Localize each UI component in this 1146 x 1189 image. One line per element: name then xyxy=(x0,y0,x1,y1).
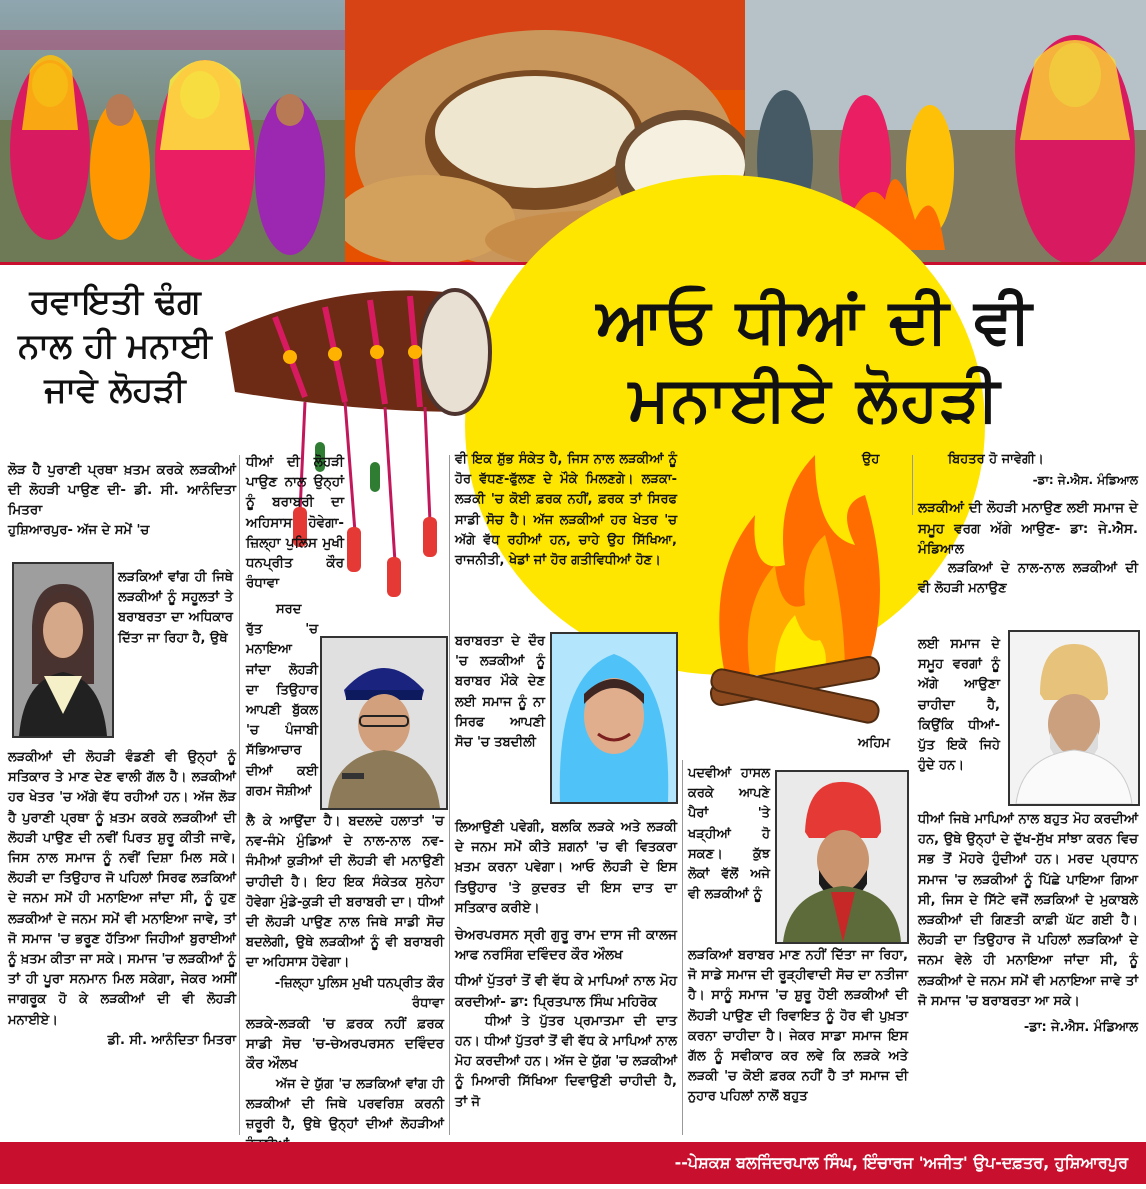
dc-photo xyxy=(12,562,114,738)
col4-top: ਉਹ xyxy=(862,452,880,467)
column-2-heading xyxy=(246,452,344,593)
col5-intro: ਲੜਕਿਆਂ ਦੇ ਨਾਲ-ਨਾਲ ਲੜਕੀਆਂ ਦੀ ਵੀ ਲੋਹੜੀ ਮਨਾਉਣ xyxy=(918,561,1138,597)
col4-mid: ਅਹਿਮ xyxy=(858,736,890,751)
col3-body: ਲਿਆਉਣੀ ਪਵੇਗੀ, ਬਲਕਿ ਲੜਕੇ ਅਤੇ ਲੜਕੀ ਦੇ ਜਨਮ ਸਮੇਂ ਕੀਤੇ ਸ਼ਗਨਾਂ 'ਚ ਵੀ ਵਿਤਕਰਾ ਖ਼ਤਮ ਕਰਨਾ ਪਵੇਗਾ। ਆਓ ਲੋਹੜੀ ਦੇ ਇਸ ਤਿਉਹਾਰ 'ਤੇ ਕੁਦਰਤ ਦੀ ਇਸ ਦਾਤ ਦਾ ਸਤਿਕਾਰ ਕਰੀਏ। xyxy=(455,820,677,916)
footer-credit: --ਪੇਸ਼ਕਸ਼ ਬਲਜਿੰਦਰਪਾਲ ਸਿੰਘ, ਇੰਚਾਰਜ 'ਅਜੀਤ' ਉਪ-ਦਫ਼ਤਰ, ਹੁਸ਼ਿਆਰਪੁਰ xyxy=(674,1153,1128,1172)
col1-dateline: ਹੁਸ਼ਿਆਰਪੁਰ- ਅੱਜ ਦੇ ਸਮੇਂ 'ਚ xyxy=(8,522,150,538)
col5-top: ਬਿਹਤਰ ਹੋ ਜਾਵੇਗੀ। xyxy=(948,452,1044,467)
side-headline xyxy=(0,280,230,412)
column-divider-2 xyxy=(449,455,450,1135)
column-5-top xyxy=(918,450,1138,599)
chairperson-photo xyxy=(550,632,678,804)
col1-wrap-text xyxy=(118,568,233,649)
col3-heading2: ਧੀਆਂ ਪੁੱਤਰਾਂ ਤੋਂ ਵੀ ਵੱਧ ਕੇ ਮਾਪਿਆਂ ਨਾਲ ਮੋਹ ਕਰਦੀਆਂ- ਡਾ: ਪ੍ਰਿਤਪਾਲ ਸਿੰਘ ਮਹਿਰੋਕ xyxy=(455,973,677,1010)
col4-wrap: ਪਦਵੀਆਂ ਹਾਸਲ ਕਰਕੇ ਆਪਣੇ ਪੈਰਾਂ 'ਤੇ ਖੜ੍ਹੀਆਂ ਹੋ ਸਕਣ। ਕੁੱਝ ਲੋਕਾਂ ਵੱਲੋਂ ਅਜੇ ਵੀ ਲੜਕੀਆਂ ਨੂੰ xyxy=(688,766,770,903)
col2-signature: -ਜ਼ਿਲ੍ਹਾ ਪੁਲਿਸ ਮੁਖੀ ਧਨਪ੍ਰੀਤ ਕੌਰ ਰੰਧਾਵਾ xyxy=(274,975,444,1011)
col2-body2: ਅੱਜ ਦੇ ਯੁੱਗ 'ਚ ਲੜਕਿਆਂ ਵਾਂਗ ਹੀ ਲੜਕੀਆਂ ਦੀ ਜਿਥੇ ਪਰਵਰਿਸ਼ ਕਰਨੀ ਜ਼ਰੂਰੀ ਹੈ, ਉਥੇ ਉਨ੍ਹਾਂ ਦੀਆਂ ਲੋਹੜੀਆਂ xyxy=(246,1076,444,1133)
col3-wrap: ਬਰਾਬਰਤਾ ਦੇ ਦੌਰ 'ਚ ਲੜਕੀਆਂ ਨੂੰ ਬਰਾਬਰ ਮੌਕੇ ਦੇਣ ਲਈ ਸਮਾਜ ਨੂੰ ਨਾ ਸਿਰਫ ਆਪਣੀ ਸੋਚ 'ਚ ਤਬਦੀਲੀ xyxy=(455,634,545,751)
column-4-mid xyxy=(858,734,918,754)
footer-credit-bar xyxy=(0,1142,1146,1184)
column-5-body-block xyxy=(918,810,1138,1038)
column-4-wrap xyxy=(688,764,770,905)
column-3-body-block xyxy=(455,818,677,1113)
col5-signature2: -ਡਾ: ਜੇ.ਐਸ. ਮੰਡਿਆਲ xyxy=(1023,1020,1138,1036)
column-1 xyxy=(8,460,236,541)
column-3-top xyxy=(455,450,677,571)
side-headline-line2: ਨਾਲ ਹੀ ਮਨਾਈ xyxy=(18,326,212,366)
col2-wrap: ਸਰਦ ਰੁੱਤ 'ਚ ਮਨਾਇਆ ਜਾਂਦਾ ਲੋਹੜੀ ਦਾ ਤਿਉਹਾਰ ਆਪਣੀ ਬੁੱਕਲ 'ਚ ਪੰਜਾਬੀ ਸੱਭਿਆਚਾਰ ਦੀਆਂ ਕਈ ਗਰਮ ਜੋਸ਼ੀਆਂ xyxy=(246,602,318,799)
column-5-wrap xyxy=(918,635,1000,776)
col5-body: ਧੀਆਂ ਜਿਥੇ ਮਾਪਿਆਂ ਨਾਲ ਬਹੁਤ ਮੋਹ ਕਰਦੀਆਂ ਹਨ, ਉਥੇ ਉਨ੍ਹਾਂ ਦੇ ਦੁੱਖ-ਸੁੱਖ ਸਾਂਝਾ ਕਰਨ ਵਿਚ ਸਭ ਤੋਂ ਮੋਹਰੇ ਹੁੰਦੀਆਂ ਹਨ। ਮਰਦ ਪ੍ਰਧਾਨ ਸਮਾਜ 'ਚ ਲੜਕੀਆਂ ਨੂੰ ਪਿੱਛੇ ਪਾਇਆ ਗਿਆ ਸੀ, ਜਿਸ ਦੇ ਸਿੱਟੇ ਵਜੋਂ ਲੜਕਿਆਂ ਦੇ ਮੁਕਾਬਲੇ ਲੜਕੀਆਂ ਦੀ ਗਿਣਤੀ ਕਾਫ਼ੀ ਘੱਟ ਗਈ ਹੈ। ਲੋਹੜੀ ਦਾ ਤਿਉਹਾਰ ਜੋ ਪਹਿਲਾਂ ਲੜਕਿਆਂ ਦੇ ਜਨਮ ਵੇਲੇ ਹੀ ਮਨਾਇਆ ਜਾਂਦਾ ਸੀ, ਨੂੰ ਲੜਕੀਆਂ ਦੇ ਜਨਮ ਸਮੇਂ ਵੀ ਮਨਾਇਆ ਜਾਵੇ ਤਾਂ ਜੋ ਸਮਾਜ 'ਚ ਬਰਾਬਰਤਾ ਆ ਸਕੇ। xyxy=(918,812,1138,1009)
side-headline-line1: ਰਵਾਇਤੀ ਢੰਗ xyxy=(29,282,201,322)
column-divider-4 xyxy=(912,455,913,515)
col3-body2: ਧੀਆਂ ਤੇ ਪੁੱਤਰ ਪ੍ਰਮਾਤਮਾ ਦੀ ਦਾਤ ਹਨ। ਧੀਆਂ ਪੁੱਤਰਾਂ ਤੋਂ ਵੀ ਵੱਧ ਕੇ ਮਾਪਿਆਂ ਨਾਲ ਮੋਹ ਕਰਦੀਆਂ ਹਨ। ਅੱਜ ਦੇ ਯੁੱਗ 'ਚ ਲੜਕੀਆਂ ਨੂੰ ਮਿਆਰੀ ਸਿੱਖਿਆ ਦਿਵਾਉਣੀ ਚਾਹੀਦੀ ਹੈ, ਤਾਂ ਜੋ xyxy=(455,1013,677,1110)
police-chief-photo xyxy=(320,636,448,810)
main-headline-line2: ਮਨਾਈਏ ਲੋਹੜੀ xyxy=(628,362,1002,435)
col5-wrap: ਲਈ ਸਮਾਜ ਦੇ ਸਮੂਹ ਵਰਗਾਂ ਨੂੰ ਅੱਗੇ ਆਉਣਾ ਚਾਹੀਦਾ ਹੈ, ਕਿਉਂਕਿ ਧੀਆਂ-ਪੁੱਤ ਇਕੋ ਜਿਹੇ ਹੁੰਦੇ ਹਨ। xyxy=(918,637,1000,774)
side-headline-line3: ਜਾਵੇ ਲੋਹੜੀ xyxy=(44,370,186,410)
col3-signature: ਚੇਅਰਪਰਸਨ ਸ੍ਰੀ ਗੁਰੂ ਰਾਮ ਦਾਸ ਜੀ ਕਾਲਜ ਆਫ ਨਰਸਿੰਗ ਦਵਿੰਦਰ ਕੌਰ ਔਲਖ xyxy=(455,927,677,964)
col5-heading: ਲੜਕੀਆਂ ਦੀ ਲੋਹੜੀ ਮਨਾਉਣ ਲਈ ਸਮਾਜ ਦੇ ਸਮੂਹ ਵਰਗ ਅੱਗੇ ਆਉਣ- ਡਾ: ਜੇ.ਐਸ. ਮੰਡਿਆਲ xyxy=(918,500,1138,557)
column-divider-3 xyxy=(682,760,683,1135)
column-2-body-block xyxy=(246,812,444,1155)
col5-signature: -ਡਾ: ਜੇ.ਐਸ. ਮੰਡਿਆਲ xyxy=(1032,473,1138,488)
col1-body: ਲੜਕੀਆਂ ਦੀ ਲੋਹੜੀ ਵੰਡਣੀ ਵੀ ਉਨ੍ਹਾਂ ਨੂੰ ਸਤਿਕਾਰ ਤੇ ਮਾਣ ਦੇਣ ਵਾਲੀ ਗੱਲ ਹੈ। ਲੜਕੀਆਂ ਹਰ ਖੇਤਰ 'ਚ ਅੱਗੇ ਵੱਧ ਰਹੀਆਂ ਹਨ। ਅੱਜ ਲੋੜ ਹੈ ਪੁਰਾਣੀ ਪ੍ਰਥਾ ਨੂੰ ਖ਼ਤਮ ਕਰਕੇ ਲੜਕੀਆਂ ਦੀ ਲੋਹੜੀ ਪਾਉਣ ਦੀ ਨਵੀਂ ਪਿਰਤ ਸ਼ੁਰੂ ਕੀਤੀ ਜਾਵੇ, ਜਿਸ ਨਾਲ ਸਮਾਜ ਨੂੰ ਨਵੀਂ ਦਿਸ਼ਾ ਮਿਲ ਸਕੇ। ਲੋਹੜੀ ਦਾ ਤਿਉਹਾਰ ਜੋ ਪਹਿਲਾਂ ਸਿਰਫ ਲੜਕਿਆਂ ਦੇ ਜਨਮ ਸਮੇਂ ਹੀ ਮਨਾਇਆ ਜਾਂਦਾ ਸੀ, ਨੂੰ ਹੁਣ ਲੜਕੀਆਂ ਦੇ ਜਨਮ ਸਮੇਂ ਵੀ ਮਨਾਇਆ ਜਾਵੇ, ਤਾਂ ਜੋ ਸਮਾਜ 'ਚ ਭਰੂਣ ਹੱਤਿਆ ਜਿਹੀਆਂ ਬੁਰਾਈਆਂ ਨੂੰ ਖ਼ਤਮ ਕੀਤਾ ਜਾ ਸਕੇ। ਸਮਾਜ 'ਚ ਲੜਕੀਆਂ ਨੂੰ ਤਾਂ ਹੀ ਪੂਰਾ ਸਨਮਾਨ ਮਿਲ ਸਕੇਗਾ, ਜੇਕਰ ਅਸੀਂ ਜਾਗਰੂਕ ਹੋ ਕੇ ਲੜਕੀਆਂ ਦੀ ਵੀ ਲੋਹੜੀ ਮਨਾਈਏ। xyxy=(8,750,236,1028)
col4-body: ਲੜਕਿਆਂ ਬਰਾਬਰ ਮਾਣ ਨਹੀਂ ਦਿੱਤਾ ਜਾ ਰਿਹਾ, ਜੋ ਸਾਡੇ ਸਮਾਜ ਦੀ ਰੂੜ੍ਹੀਵਾਦੀ ਸੋਚ ਦਾ ਨਤੀਜਾ ਹੈ। ਸਾਨੂੰ ਸਮਾਜ 'ਚ ਸ਼ੁਰੂ ਹੋਈ ਲੜਕੀਆਂ ਦੀ ਲੋਹੜੀ ਪਾਉਣ ਦੀ ਰਿਵਾਇਤ ਨੂੰ ਹੋਰ ਵੀ ਪੁਖ਼ਤਾ ਕਰਨਾ ਚਾਹੀਦਾ ਹੈ। ਜੇਕਰ ਸਾਡਾ ਸਮਾਜ ਇਸ ਗੱਲ ਨੂੰ ਸਵੀਕਾਰ ਕਰ ਲਵੇ ਕਿ ਲੜਕੇ ਅਤੇ ਲੜਕੀ 'ਚ ਕੋਈ ਫ਼ਰਕ ਨਹੀਂ ਹੈ ਤਾਂ ਸਮਾਜ ਦੀ ਨੁਹਾਰ ਪਹਿਲਾਂ ਨਾਲੋਂ ਬਹੁਤ xyxy=(688,948,908,1105)
col1-signature: ਡੀ. ਸੀ. ਆਨੰਦਿਤਾ ਮਿਤਰਾ xyxy=(107,1032,236,1048)
writer-photo xyxy=(775,770,909,944)
col1-body-block xyxy=(8,748,236,1051)
col1-wrap: ਲੜਕਿਆਂ ਵਾਂਗ ਹੀ ਜਿਥੇ ਲੜਕੀਆਂ ਨੂੰ ਸਹੂਲਤਾਂ ਤੇ ਬਰਾਬਰਤਾ ਦਾ ਅਧਿਕਾਰ ਦਿੱਤਾ ਜਾ ਰਿਹਾ ਹੈ, ਉਥੇ xyxy=(118,570,233,646)
col3-top: ਵੀ ਇਕ ਸ਼ੁੱਭ ਸੰਕੇਤ ਹੈ, ਜਿਸ ਨਾਲ ਲੜਕੀਆਂ ਨੂੰ ਹੋਰ ਵੱਧਣ-ਫੁੱਲਣ ਦੇ ਮੌਕੇ ਮਿਲਣਗੇ। ਲੜਕਾ-ਲੜਕੀ 'ਚ ਕੋਈ ਫ਼ਰਕ ਨਹੀਂ, ਫ਼ਰਕ ਤਾਂ ਸਿਰਫ ਸਾਡੀ ਸੋਚ ਹੈ। ਅੱਜ ਲੜਕੀਆਂ ਹਰ ਖੇਤਰ 'ਚ ਅੱਗੇ ਵੱਧ ਰਹੀਆਂ ਹਨ, ਚਾਹੇ ਉਹ ਸਿੱਖਿਆ, ਰਾਜਨੀਤੀ, ਖੇਡਾਂ ਜਾਂ ਹੋਰ ਗਤੀਵਿਧੀਆਂ ਹੋਣ। xyxy=(455,452,677,569)
main-headline-line1: ਆਓ ਧੀਆਂ ਦੀ ਵੀ xyxy=(596,284,1034,357)
column-4-body-block xyxy=(688,946,908,1108)
col1-heading: ਲੋੜ ਹੈ ਪੁਰਾਣੀ ਪ੍ਰਥਾ ਖ਼ਤਮ ਕਰਕੇ ਲੜਕੀਆਂ ਦੀ ਲੋਹੜੀ ਪਾਉਣ ਦੀ- ਡੀ. ਸੀ. ਆਨੰਦਿਤਾ ਮਿਤਰਾ xyxy=(8,462,236,519)
col2-heading: ਧੀਆਂ ਦੀ ਲੋਹੜੀ ਪਾਉਣ ਨਾਲ ਉਨ੍ਹਾਂ ਨੂੰ ਬਰਾਬਰੀ ਦਾ ਅਹਿਸਾਸ ਹੋਵੇਗਾ- ਜ਼ਿਲ੍ਹਾ ਪੁਲਿਸ ਮੁਖੀ ਧਨਪ੍ਰੀਤ ਕੌਰ ਰੰਧਾਵਾ xyxy=(246,454,344,592)
col2-heading2: ਲੜਕੇ-ਲੜਕੀ 'ਚ ਫ਼ਰਕ ਨਹੀਂ ਫ਼ਰਕ ਸਾਡੀ ਸੋਚ 'ਚ-ਚੇਅਰਪਰਸਨ ਦਵਿੰਦਰ ਕੌਰ ਔਲਖ xyxy=(246,1016,444,1073)
column-4-top xyxy=(862,450,902,470)
mandial-photo xyxy=(1008,630,1140,806)
column-divider-1 xyxy=(239,455,240,1135)
column-3-wrap xyxy=(455,632,545,753)
column-2-wrap xyxy=(246,600,318,802)
bonfire-illustration xyxy=(705,455,885,735)
col2-body: ਲੈ ਕੇ ਆਉਂਦਾ ਹੈ। ਬਦਲਦੇ ਹਲਾਤਾਂ 'ਚ ਨਵ-ਜੰਮੇ ਮੁੰਡਿਆਂ ਦੇ ਨਾਲ-ਨਾਲ ਨਵ-ਜੰਮੀਆਂ ਕੁੜੀਆਂ ਦੀ ਲੋਹੜੀ ਵੀ ਮਨਾਉਣੀ ਚਾਹੀਦੀ ਹੈ। ਇਹ ਇਕ ਸੰਕੇਤਕ ਸੁਨੇਹਾ ਹੋਵੇਗਾ ਮੁੰਡੇ-ਕੁੜੀ ਦੀ ਬਰਾਬਰੀ ਦਾ। ਧੀਆਂ ਦੀ ਲੋਹੜੀ ਪਾਉਣ ਨਾਲ ਜਿਥੇ ਸਾਡੀ ਸੋਚ ਬਦਲੇਗੀ, ਉਥੇ ਲੜਕੀਆਂ ਨੂੰ ਵੀ ਬਰਾਬਰੀ ਦਾ ਅਹਿਸਾਸ ਹੋਵੇਗਾ। xyxy=(246,814,444,971)
dancers-photo-left xyxy=(0,0,345,262)
main-headline xyxy=(495,282,1135,438)
